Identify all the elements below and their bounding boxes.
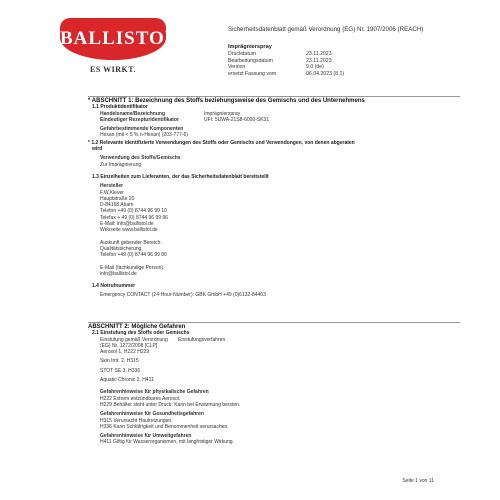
contact-line: Auskunft gebender Bereich:	[100, 239, 162, 246]
meta-row	[228, 64, 344, 71]
environmental-hazards-label: Gefahrenhinweise für Umweltgefahren	[100, 433, 192, 440]
expert-email-value: info@ballistol.de	[100, 270, 137, 277]
subsection-2-1-title: 2.1 Einstufung des Stoffs oder Gemischs	[92, 330, 190, 337]
logo-slogan: ES WIRKT.	[90, 65, 136, 74]
classification-col-head: Einstufung gemäß Verordnung	[100, 336, 168, 343]
ufi-value: UFI: 5UWA-21S8-6000-SK31	[204, 116, 270, 123]
subsection-1-1-title: 1.1 Produktidentifikator	[92, 104, 148, 111]
hazard-statement: H315 Verursacht Hautreizungen.	[100, 417, 173, 424]
section-1-title: * ABSCHNITT 1: Bezeichnung des Stoffs beziehungsweise des Gemischs und des Unternehmens	[88, 98, 365, 104]
phone-line: Telefon +49 (0) 8744 96 99 10	[100, 208, 167, 215]
meta-label: Druckdatum	[228, 51, 256, 57]
expert-email-label: E-Mail (fachkundige Person):	[100, 264, 165, 271]
meta-label: ersetzt Fassung vom	[228, 70, 277, 77]
email-line: E-Mail: info@ballistol.de	[100, 221, 154, 228]
subsection-1-3-title: 1.3 Einzelheiten zum Lieferanten, der das Sicherheitsdatenblatt bereitstellt	[92, 173, 269, 180]
meta-row	[228, 71, 344, 78]
use-label: Verwendung des Stoffs/Gemischs	[100, 155, 181, 162]
meta-row	[228, 58, 344, 65]
document-title: Sicherheitsdatenblatt gemäß Verordnung (EG) Nr. 1907/2006 (REACH)	[228, 26, 424, 33]
physical-hazards-label: Gefahrenhinweise für physikalische Gefahren	[100, 389, 209, 396]
ballistol-logo	[60, 18, 179, 78]
meta-value: 9.0 (de)	[306, 64, 324, 71]
classification-entry: STOT SE 3, H336	[100, 367, 141, 374]
classification-entry: Aquatic Chronic 2, H411	[100, 377, 154, 384]
classification-entry: Skin Irrit. 2, H315	[100, 358, 139, 365]
classification-col-head-cont: (EG) Nr. 1272/2008 [CLP]	[100, 342, 158, 349]
section-divider	[88, 322, 460, 323]
classification-header	[100, 337, 240, 343]
health-hazards-label: Gefahrenhinweise für Gesundheitsgefahren	[100, 411, 204, 418]
subsection-1-2-title-cont: wird	[92, 146, 103, 153]
product-name: Imprägnierspray	[228, 44, 272, 50]
manufacturer-label: Hersteller	[100, 183, 124, 190]
meta-value: 06.04.2023 (8.1)	[306, 70, 345, 77]
components-label: Gefahrbestimmende Komponenten	[100, 126, 184, 133]
meta-value: 23.11.2023	[306, 51, 332, 57]
components-value: Hexan (mit < 5 % n-Hexan) (203-777-6)	[100, 132, 188, 139]
procedure-col-head: Einstufungsverfahren	[178, 336, 226, 343]
meta-row	[228, 51, 344, 58]
section-2-title: ABSCHNITT 2: Mögliche Gefahren	[88, 324, 186, 330]
logo-brand: BALLISTOL	[60, 28, 179, 49]
use-value: Zur Imprägnierung	[100, 161, 142, 168]
section-2	[88, 324, 240, 446]
trade-name-value: Imprägnierspray	[204, 110, 241, 117]
page-number: Seite 1 von 11	[402, 478, 434, 484]
subsection-1-4-title: 1.4 Notrufnummer	[92, 283, 136, 290]
meta-value: 23.11.2023	[306, 57, 332, 64]
fax-line: Telefax + 49 (0) 8744 96 99 96	[100, 214, 168, 221]
section-1	[88, 98, 365, 299]
website-line: Webseite www.ballistol.de	[100, 227, 158, 234]
meta-label: Version	[228, 64, 246, 71]
trade-name-label: Handelsname/Bezeichnung	[100, 110, 166, 117]
document-meta	[228, 51, 344, 77]
emergency-number: Emergency CONTACT (24-Hour-Number): GBK GmbH +49 (0)6132-84463	[100, 292, 266, 299]
address-line: D-84168 Aham	[100, 202, 134, 209]
address-line: Hauptstraße 20	[100, 195, 135, 202]
hazard-statement: H222 Extrem entzündbares Aerosol.	[100, 395, 181, 402]
address-line: F.W.Klever	[100, 189, 124, 196]
hazard-statement: H229 Behälter steht unter Druck: Kann bei Erwärmung bersten.	[100, 401, 241, 408]
contact-line: Telefon +49 (0) 8744 96 99 80	[100, 252, 167, 259]
contact-line: Qualitätssicherung	[100, 245, 142, 252]
section-divider	[88, 96, 460, 97]
hazard-statement: H336 Kann Schläfrigkeit und Benommenheit verursachen.	[100, 423, 229, 430]
meta-label: Bearbeitungsdatum	[228, 57, 273, 64]
hazard-statement: H411 Giftig für Wasserorganismen, mit langfristiger Wirkung.	[100, 439, 234, 446]
subsection-1-2-title: * 1.2 Relevante identifizierte Verwendungen des Stoffs oder Gemischs und Verwendungen, von denen abgeraten	[88, 139, 355, 146]
classification-entry: Aerosol 1, H222 H229	[100, 349, 150, 356]
ufi-label: Eindeutiger Rezepturidentifikator	[100, 116, 179, 123]
